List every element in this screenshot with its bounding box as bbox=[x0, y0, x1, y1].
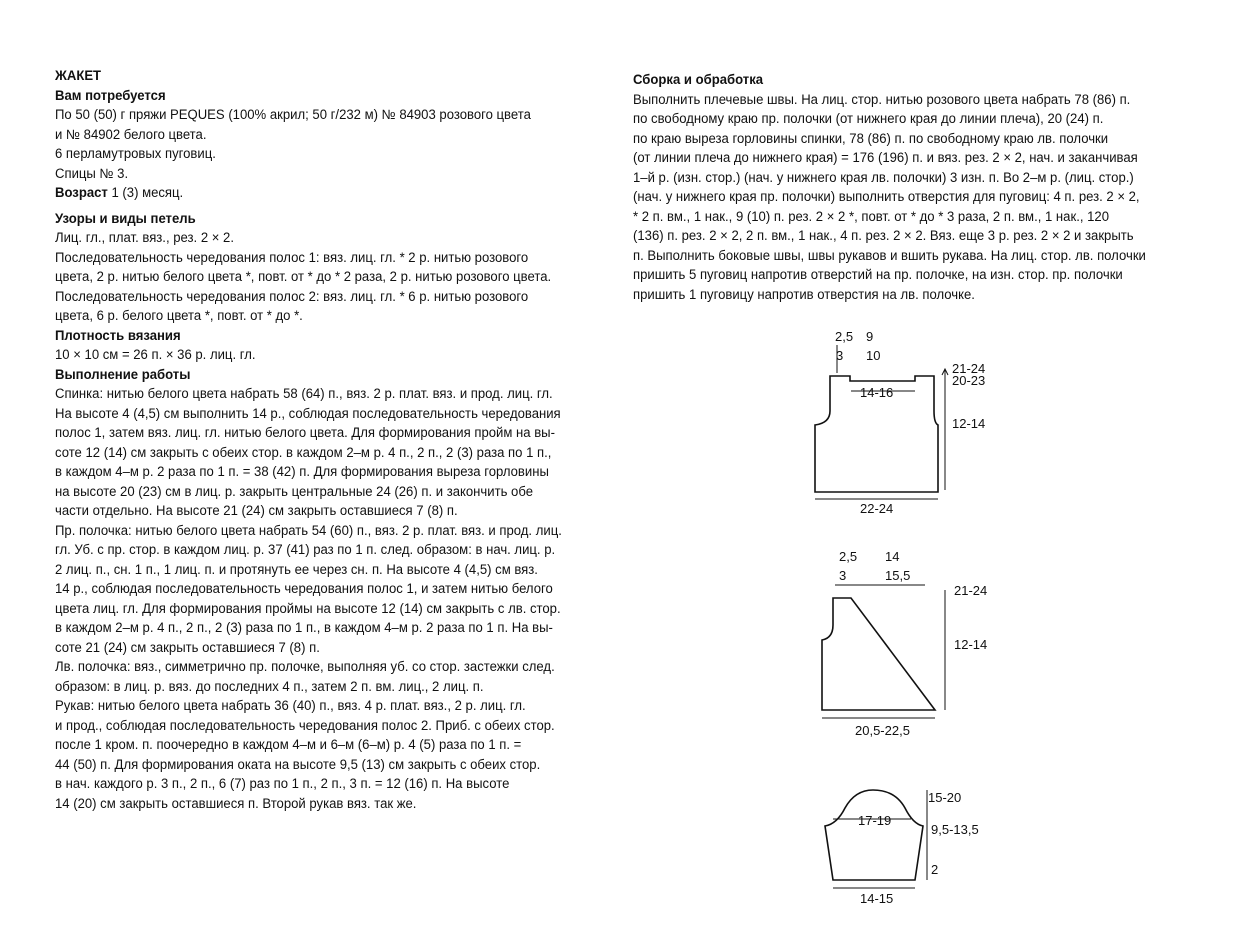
text-line bbox=[55, 287, 603, 307]
back-label-right-2: 20-23 bbox=[952, 373, 986, 388]
line-text: Выполнить плечевые швы. На лиц. стор. нитью розового цвета набрать 78 (86) п. bbox=[633, 91, 1131, 107]
line-text: ЖАКЕТ bbox=[55, 68, 102, 83]
text-line bbox=[55, 267, 603, 287]
text-line bbox=[55, 384, 603, 404]
front-label-armhole: 12-14 bbox=[954, 637, 988, 652]
text-line bbox=[55, 735, 603, 755]
line-text: образом: в лиц. р. вяз. до последних 4 п., затем 2 п. вм. лиц., 2 лиц. п. bbox=[55, 678, 484, 694]
text-line bbox=[633, 168, 1181, 188]
text-line bbox=[55, 579, 603, 599]
back-label-neck: 14-16 bbox=[860, 385, 894, 400]
line-text: 2 лиц. п., сн. 1 п., 1 лиц. п. и протянуть ее через сн. п. На высоте 4 (4,5) см вяз. bbox=[55, 561, 538, 577]
line-text: Плотность вязания bbox=[55, 327, 181, 343]
front-outline bbox=[822, 598, 935, 710]
front-label-right-1: 21-24 bbox=[954, 583, 988, 598]
text-line bbox=[55, 125, 603, 145]
text-line bbox=[55, 657, 603, 677]
text-line bbox=[55, 794, 603, 814]
text-line bbox=[55, 521, 603, 541]
front-label-top-c: 3 bbox=[839, 568, 847, 583]
line-text: в каждом 2–м р. 4 п., 2 п., 2 (3) раза по 1 п., в каждом 4–м р. 2 раза по 1 п. На вы- bbox=[55, 620, 553, 635]
line-text: после 1 кром. п. поочередно в каждом 4–м и 6–м (6–м) р. 4 (5) раза по 1 п. = bbox=[55, 737, 522, 752]
line-text: части отдельно. На высоте 21 (24) см закрыть оставшиеся 7 (8) п. bbox=[55, 503, 458, 518]
line-text: Выполнение работы bbox=[55, 366, 191, 382]
line-text: полос 1, затем вяз. лиц. гл. нитью белого цвета. Для формирования пройм на вы- bbox=[55, 425, 555, 440]
text-line bbox=[55, 716, 603, 736]
line-text: Рукав: нитью белого цвета набрать 36 (40) п., вяз. 4 р. плат. вяз., 2 р. лиц. гл. bbox=[55, 698, 526, 713]
text-line bbox=[55, 599, 603, 619]
back-label-top-a: 2,5 bbox=[835, 329, 854, 344]
back-label-top-b: 9 bbox=[866, 329, 874, 344]
line-text: По 50 (50) г пряжи PEQUES (100% акрил; 50 г/232 м) № 84903 розового цвета bbox=[55, 107, 531, 122]
line-text: 1–й р. (изн. стор.) (нач. у нижнего края лв. полочки) 3 изн. п. Во 2–м р. (лиц. стор.) bbox=[633, 169, 1134, 185]
line-text: соте 12 (14) см закрыть с обеих стор. в каждом 2–м р. 4 п., 2 п., 2 (3) раза по 1 п., bbox=[55, 444, 552, 460]
line-text: Пр. полочка: нитью белого цвета набрать 54 (60) п., вяз. 2 р. плат. вяз. и прод. лиц. bbox=[55, 522, 562, 538]
sleeve-label-bottom: 14-15 bbox=[860, 891, 894, 906]
front-schematic bbox=[815, 545, 1005, 745]
section-heading bbox=[55, 365, 603, 385]
line-text: * 2 п. вм., 1 нак., 9 (10) п. рез. 2 × 2 *, повт. от * до * 3 раза, 2 п. вм., 1 нак., 120 bbox=[633, 208, 1110, 224]
line-text: цвета, 6 р. белого цвета *, повт. от * до *. bbox=[55, 308, 303, 323]
text-line bbox=[55, 345, 603, 365]
text-line bbox=[55, 306, 603, 326]
line-text: пришить 1 пуговицу напротив отверстия на лв. полочке. bbox=[633, 286, 975, 302]
section-heading bbox=[55, 209, 603, 229]
line-text: Лиц. гл., плат. вяз., рез. 2 × 2. bbox=[55, 230, 234, 245]
line-text: и № 84902 белого цвета. bbox=[55, 126, 207, 142]
back-label-top-d: 10 bbox=[866, 348, 881, 363]
line-text: На высоте 4 (4,5) см выполнить 14 р., соблюдая последовательность чередования bbox=[55, 405, 561, 421]
line-text: п. Выполнить боковые швы, швы рукавов и вшить рукава. На лиц. стор. лв. полочки bbox=[633, 247, 1146, 263]
line-text: 14 р., соблюдая последовательность чередования полос 1, и затем нитью белого bbox=[55, 581, 553, 596]
line-text: Лв. полочка: вяз., симметрично пр. полочке, выполняя уб. со стор. застежки след. bbox=[55, 659, 555, 674]
line-text: на высоте 20 (23) см в лиц. р. закрыть центральные 24 (26) п. и закончить обе bbox=[55, 483, 533, 499]
text-line bbox=[55, 755, 603, 775]
line-text: 6 перламутровых пуговиц. bbox=[55, 146, 216, 161]
line-text: 44 (50) п. Для формирования оката на высоте 9,5 (13) см закрыть с обеих стор. bbox=[55, 756, 541, 772]
line-text: Сборка и обработка bbox=[633, 72, 764, 87]
line-text: гл. Уб. с пр. стор. в каждом лиц. р. 37 (41) раз по 1 п. след. образом: в нач. лиц. р. bbox=[55, 542, 556, 557]
text-line bbox=[633, 207, 1181, 227]
line-text: (136) п. рез. 2 × 2, 2 п. вм., 1 нак., 4 п. рез. 2 × 2. Вяз. еще 3 р. рез. 2 × 2 и закрыть bbox=[633, 228, 1134, 243]
text-line bbox=[55, 248, 603, 268]
line-text: Спинка: нитью белого цвета набрать 58 (64) п., вяз. 2 р. плат. вяз. и прод. лиц. гл. bbox=[55, 386, 553, 401]
back-label-bottom: 22-24 bbox=[860, 501, 894, 516]
line-text: (от линии плеча до нижнего края) = 176 (196) п. и вяз. рез. 2 × 2, нач. и заканчивая bbox=[633, 150, 1138, 165]
text-line bbox=[55, 482, 603, 502]
line-text: Вам потребуется bbox=[55, 87, 166, 103]
line-text: 14 (20) см закрыть оставшиеся п. Второй рукав вяз. так же. bbox=[55, 795, 417, 811]
sleeve-label-cuff: 2 bbox=[931, 862, 939, 877]
text-line bbox=[55, 560, 603, 580]
back-label-top-c: 3 bbox=[836, 348, 844, 363]
line-text: 10 × 10 см = 26 п. × 36 р. лиц. гл. bbox=[55, 347, 256, 362]
back-label-right-1: 21-24 bbox=[952, 361, 986, 376]
line-text: цвета лиц. гл. Для формирования проймы на высоте 12 (14) см закрыть с лв. стор. bbox=[55, 600, 561, 616]
text-line bbox=[633, 187, 1181, 207]
text-line bbox=[633, 265, 1181, 285]
assembly-column-right bbox=[633, 70, 1193, 304]
back-label-armhole: 12-14 bbox=[952, 416, 986, 431]
text-line bbox=[55, 105, 603, 125]
inline-label: Возраст bbox=[55, 185, 108, 200]
text-line bbox=[633, 109, 1181, 129]
front-label-top-d: 15,5 bbox=[885, 568, 911, 583]
text-line bbox=[55, 618, 603, 638]
text-line bbox=[55, 462, 603, 482]
text-line bbox=[633, 90, 1181, 110]
text-line bbox=[55, 774, 603, 794]
text-line bbox=[55, 638, 603, 658]
text-line bbox=[55, 144, 603, 164]
text-line bbox=[55, 540, 603, 560]
front-label-top-b: 14 bbox=[885, 549, 900, 564]
text-line bbox=[633, 226, 1181, 246]
section-heading bbox=[633, 70, 1181, 90]
line-text: (нач. у нижнего края пр. полочки) выполнить отверстия для пуговиц: 4 п. рез. 2 × 2, bbox=[633, 189, 1140, 204]
section-heading bbox=[55, 326, 603, 346]
sleeve-label-body-height: 9,5-13,5 bbox=[931, 822, 979, 837]
sleeve-outline bbox=[825, 790, 923, 880]
text-line bbox=[55, 443, 603, 463]
line-text: по свободному краю пр. полочки (от нижнего края до линии плеча), 20 (24) п. bbox=[633, 111, 1104, 126]
text-line bbox=[55, 423, 603, 443]
line-text: 1 (3) месяц. bbox=[107, 185, 184, 200]
line-text: соте 21 (24) см закрыть оставшиеся 7 (8) п. bbox=[55, 639, 320, 655]
line-text: цвета, 2 р. нитью белого цвета *, повт. от * до * 2 раза, 2 р. нитью розового цвета. bbox=[55, 269, 552, 284]
text-line bbox=[55, 696, 603, 716]
text-line bbox=[633, 246, 1181, 266]
instructions-column-left bbox=[55, 66, 615, 813]
text-line bbox=[55, 228, 603, 248]
line-text: Спицы № 3. bbox=[55, 165, 129, 181]
line-text: по краю выреза горловины спинки, 78 (86) п. по свободному краю лв. полочки bbox=[633, 130, 1109, 146]
line-text: в каждом 4–м р. 2 раза по 1 п. = 38 (42) п. Для формирования выреза горловины bbox=[55, 464, 549, 479]
line-text: и прод., соблюдая последовательность чередования полос 2. Приб. с обеих стор. bbox=[55, 717, 555, 733]
sleeve-label-cap-width: 17-19 bbox=[858, 813, 892, 828]
text-line bbox=[55, 404, 603, 424]
sleeve-schematic bbox=[815, 780, 990, 910]
line-text: Последовательность чередования полос 1: вяз. лиц. гл. * 2 р. нитью розового bbox=[55, 249, 529, 265]
text-line bbox=[55, 183, 603, 203]
text-line bbox=[55, 677, 603, 697]
section-heading bbox=[55, 86, 603, 106]
text-line bbox=[633, 148, 1181, 168]
sleeve-label-cap-height: 15-20 bbox=[928, 790, 962, 805]
text-line bbox=[633, 285, 1181, 305]
line-text: Узоры и виды петель bbox=[55, 210, 196, 226]
section-heading bbox=[55, 66, 603, 86]
line-text: Последовательность чередования полос 2: вяз. лиц. гл. * 6 р. нитью розового bbox=[55, 288, 529, 304]
front-label-top-a: 2,5 bbox=[839, 549, 858, 564]
text-line bbox=[55, 164, 603, 184]
text-line bbox=[633, 129, 1181, 149]
back-schematic bbox=[805, 325, 995, 520]
front-label-bottom: 20,5-22,5 bbox=[855, 723, 910, 738]
line-text: в нач. каждого р. 3 п., 2 п., 6 (7) раз по 1 п., 2 п., 3 п. = 12 (16) п. На высоте bbox=[55, 776, 510, 791]
text-line bbox=[55, 501, 603, 521]
line-text: пришить 5 пуговиц напротив отверстий на пр. полочке, на изн. стор. пр. полочки bbox=[633, 267, 1123, 282]
